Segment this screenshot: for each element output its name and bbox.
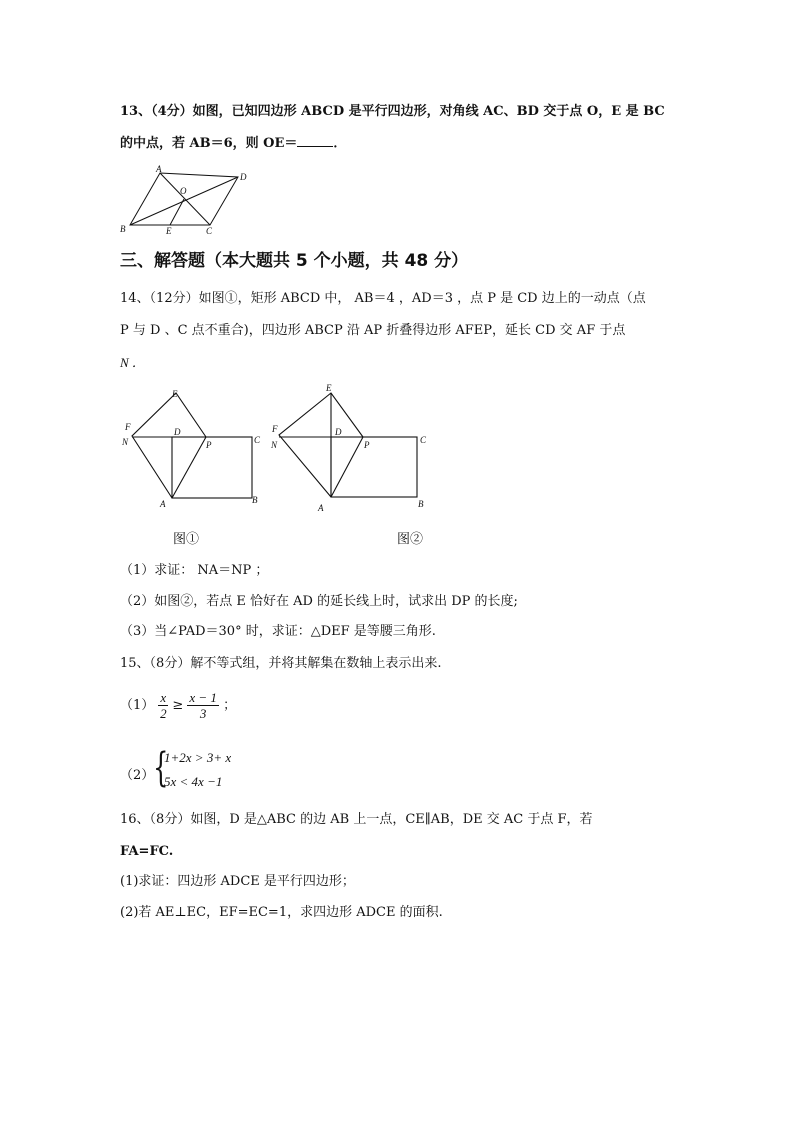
fraction-right-den: 3 [199, 706, 207, 721]
inequality-op: ≥ [172, 698, 184, 713]
q15-sub2-label: （2） [120, 768, 155, 783]
q15-sub1 [120, 690, 236, 721]
fig2-label-f: F [272, 424, 278, 434]
system-eq2: 5x < 4x −1 [164, 774, 223, 789]
fig1-label-c: C [254, 435, 261, 445]
fig1-label-e: E [172, 389, 178, 399]
fig1-label-n: N [122, 437, 129, 447]
diagonal-bd [130, 177, 238, 225]
q14-figure-1 [118, 385, 268, 515]
fig2-label-b: B [418, 499, 424, 509]
fig1-label-d: D [174, 427, 181, 437]
fig1-label-f: F [125, 422, 131, 432]
fig2-caption: 图② [397, 532, 424, 547]
fig1-label-a: A [160, 499, 166, 509]
fig1-label-b: B [252, 495, 258, 505]
q14-figure-2 [265, 380, 435, 515]
fraction-right-num: x − 1 [189, 690, 217, 705]
label-o: O [180, 186, 187, 196]
fig2-label-d: D [335, 427, 342, 437]
q13-line2-text: 的中点，若 AB＝6，则 OE＝ [120, 136, 298, 151]
label-c: C [206, 226, 213, 236]
diagonal-ac [160, 173, 210, 225]
q15-sub1-end: ； [223, 698, 237, 713]
fig2-label-n: N [271, 440, 278, 450]
q13-line2-end: ． [333, 136, 347, 151]
section-heading: 三、解答题（本大题共 5 个小题，共 48 分） [120, 251, 469, 271]
segment-oe [170, 199, 184, 225]
folded-shape-afep [279, 393, 363, 497]
q14-sub2: （2）如图②，若点 E 恰好在 AD 的延长线上时，试求出 DP 的长度; [120, 594, 518, 609]
q16-sub2: (2)若 AE⊥EC，EF=EC=1，求四边形 ADCE 的面积. [120, 905, 443, 920]
folded-shape-afep [132, 393, 206, 498]
fig1-caption: 图① [173, 532, 200, 547]
system-brace: { [153, 745, 169, 791]
q16-line1: 16、（8分）如图，D 是△ABC 的边 AB 上一点，CE∥AB，DE 交 AC 于点 F，若 [120, 812, 593, 827]
q15-sub1-label: （1） [120, 698, 155, 713]
fig2-label-p: P [364, 440, 370, 450]
q14-sub1: （1）求证： NA＝NP ； [120, 563, 269, 578]
fig2-label-c: C [420, 435, 427, 445]
fraction-left [158, 690, 168, 721]
fig1-label-p: P [206, 440, 212, 450]
q13-parallelogram-figure [118, 163, 258, 237]
label-d: D [240, 172, 247, 182]
label-e: E [166, 226, 172, 236]
fold-line-ap [331, 437, 363, 497]
label-b: B [120, 224, 126, 234]
q16-sub1: (1)求证：四边形 ADCE 是平行四边形； [120, 874, 355, 889]
q14-line3: N ． [120, 355, 145, 370]
fraction-right [187, 690, 219, 721]
q13-line2 [120, 134, 346, 153]
fig2-label-e: E [326, 383, 332, 393]
system-eq1: 1+2x > 3+ x [164, 750, 232, 765]
q14-sub3: （3）当∠PAD＝30° 时，求证：△DEF 是等腰三角形. [120, 624, 436, 639]
q16-line2: FA=FC. [120, 844, 174, 859]
rectangle-abcd [331, 437, 417, 497]
answer-blank [297, 134, 333, 147]
q14-line2: P 与 D 、C 点不重合)，四边形 ABCP 沿 AP 折叠得边形 AFEP，延长 CD 交 AF 于点 [120, 323, 626, 338]
fraction-left-num: x [160, 690, 167, 705]
label-a: A [156, 164, 162, 174]
rectangle-abcd [172, 437, 252, 498]
q15-line1: 15、（8分）解不等式组，并将其解集在数轴上表示出来. [120, 656, 442, 671]
fraction-left-den: 2 [160, 706, 167, 721]
fig2-label-a: A [318, 503, 324, 513]
q13-line1: 13、（4分）如图，已知四边形 ABCD 是平行四边形，对角线 AC、BD 交于点 O，E 是 BC [120, 104, 665, 119]
q14-line1: 14、（12分）如图①，矩形 ABCD 中， AB＝4 ，AD＝3 ，点 P 是 CD 边上的一动点（点 [120, 291, 646, 306]
fold-line-ap [172, 437, 206, 498]
